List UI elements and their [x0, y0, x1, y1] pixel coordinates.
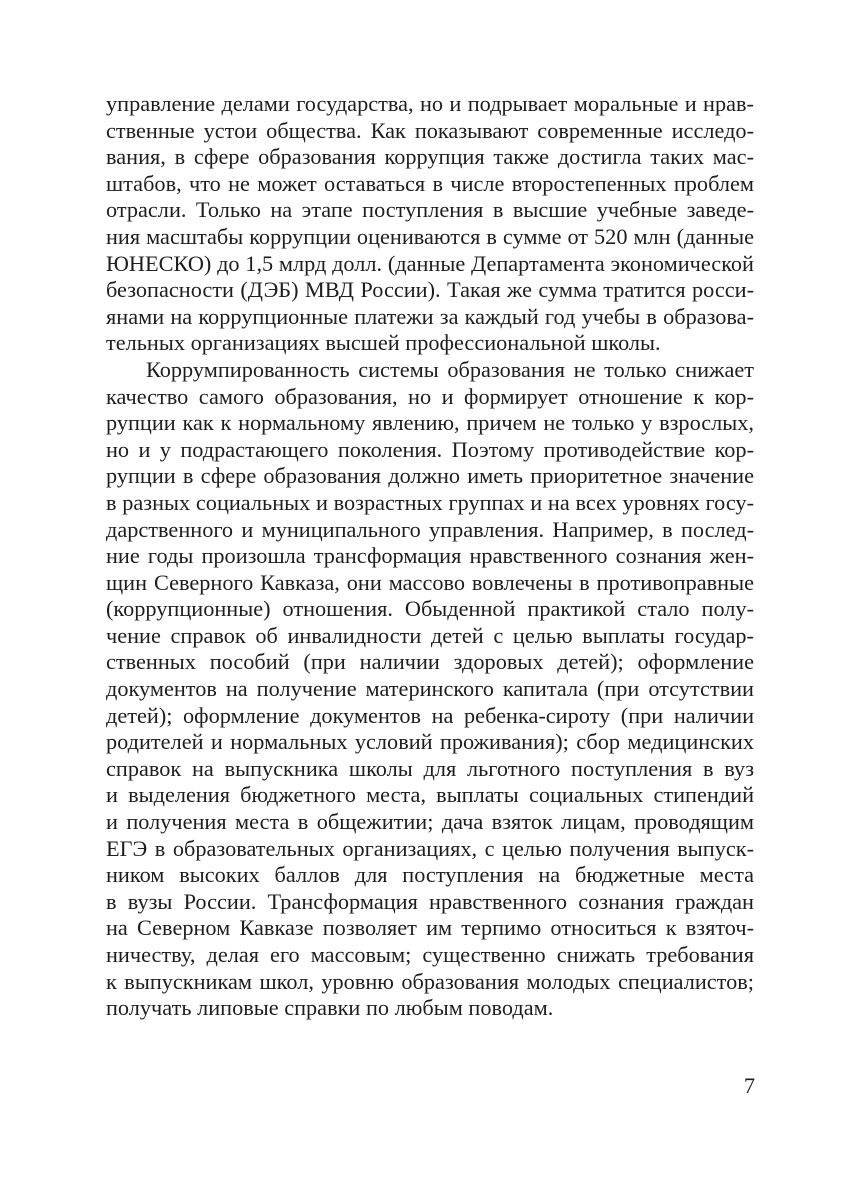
text-line: рупции в сфере образования должно иметь приоритетное значение: [106, 463, 754, 489]
text-line: управление делами государства, но и подрывает моральные и нрав-: [106, 91, 754, 116]
text-line: в разных социальных и возрастных группах и на всех уровнях госу-: [106, 489, 754, 515]
text-line: тельных организациях высшей профессиональной школы.: [106, 330, 661, 356]
text-line: (коррупционные) отношения. Обыденной практикой стало полу-: [106, 596, 754, 622]
text-line: вания, в сфере образования коррупция также достигла таких мас-: [106, 144, 754, 170]
text-line: рупции как к нормальному явлению, причем не только у взрослых,: [106, 410, 754, 436]
text-line: родителей и нормальных условий проживания); сбор медицинских: [106, 729, 754, 755]
text-line: справок на выпускника школы для льготного поступления в вуз: [106, 755, 754, 781]
text-line: в вузы России. Трансформация нравственного сознания граждан: [106, 888, 754, 914]
text-line: безопасности (ДЭБ) МВД России). Такая же сумма тратится росси-: [106, 277, 754, 303]
text-line: ственные устои общества. Как показывают современные исследо-: [106, 117, 754, 143]
text-line: отрасли. Только на этапе поступления в высшие учебные заведе-: [106, 197, 754, 223]
text-line: ственных пособий (при наличии здоровых детей); оформление: [106, 649, 754, 675]
paragraph: [106, 357, 754, 1022]
paragraph: [106, 91, 754, 357]
text-line: к выпускникам школ, уровню образования молодых специалистов;: [106, 968, 754, 994]
text-line: ЮНЕСКО) до 1,5 млрд долл. (данные Департамента экономической: [106, 250, 754, 276]
text-line: но и у подрастающего поколения. Поэтому противодействие кор-: [106, 436, 754, 462]
text-line: и получения места в общежитии; дача взяток лицам, проводящим: [106, 809, 754, 835]
text-line: ником высоких баллов для поступления на бюджетные места: [106, 862, 754, 888]
text-line: щин Северного Кавказа, они массово вовлечены в противоправные: [106, 569, 754, 595]
text-line: дарственного и муниципального управления. Например, в послед-: [106, 516, 754, 542]
text-line: ние годы произошла трансформация нравственного сознания жен-: [106, 543, 754, 569]
text-line: на Северном Кавказе позволяет им терпимо относиться к взяточ-: [106, 915, 754, 941]
text-line: штабов, что не может оставаться в числе второстепенных проблем: [106, 170, 754, 196]
text-line: янами на коррупционные платежи за каждый год учебы в образова-: [106, 303, 754, 329]
text-line: Коррумпированность системы образования не только снижает: [146, 356, 754, 382]
text-line: качество самого образования, но и формирует отношение к кор-: [106, 383, 754, 409]
text-line: ЕГЭ в образовательных организациях, с целью получения выпуск-: [106, 835, 754, 861]
text-line: чение справок об инвалидности детей с целью выплаты государ-: [106, 622, 754, 648]
body-text: [106, 91, 754, 1022]
text-line: детей); оформление документов на ребенка-сироту (при наличии: [106, 702, 754, 728]
text-line: получать липовые справки по любым поводам.: [106, 995, 554, 1021]
text-line: и выделения бюджетного места, выплаты социальных стипендий: [106, 782, 754, 808]
page-number: 7: [743, 1073, 755, 1098]
text-line: документов на получение материнского капитала (при отсутствии: [106, 676, 754, 702]
text-line: ничеству, делая его массовым; существенно снижать требования: [106, 942, 754, 967]
text-line: ния масштабы коррупции оцениваются в сумме от 520 млн (данные: [106, 223, 754, 249]
